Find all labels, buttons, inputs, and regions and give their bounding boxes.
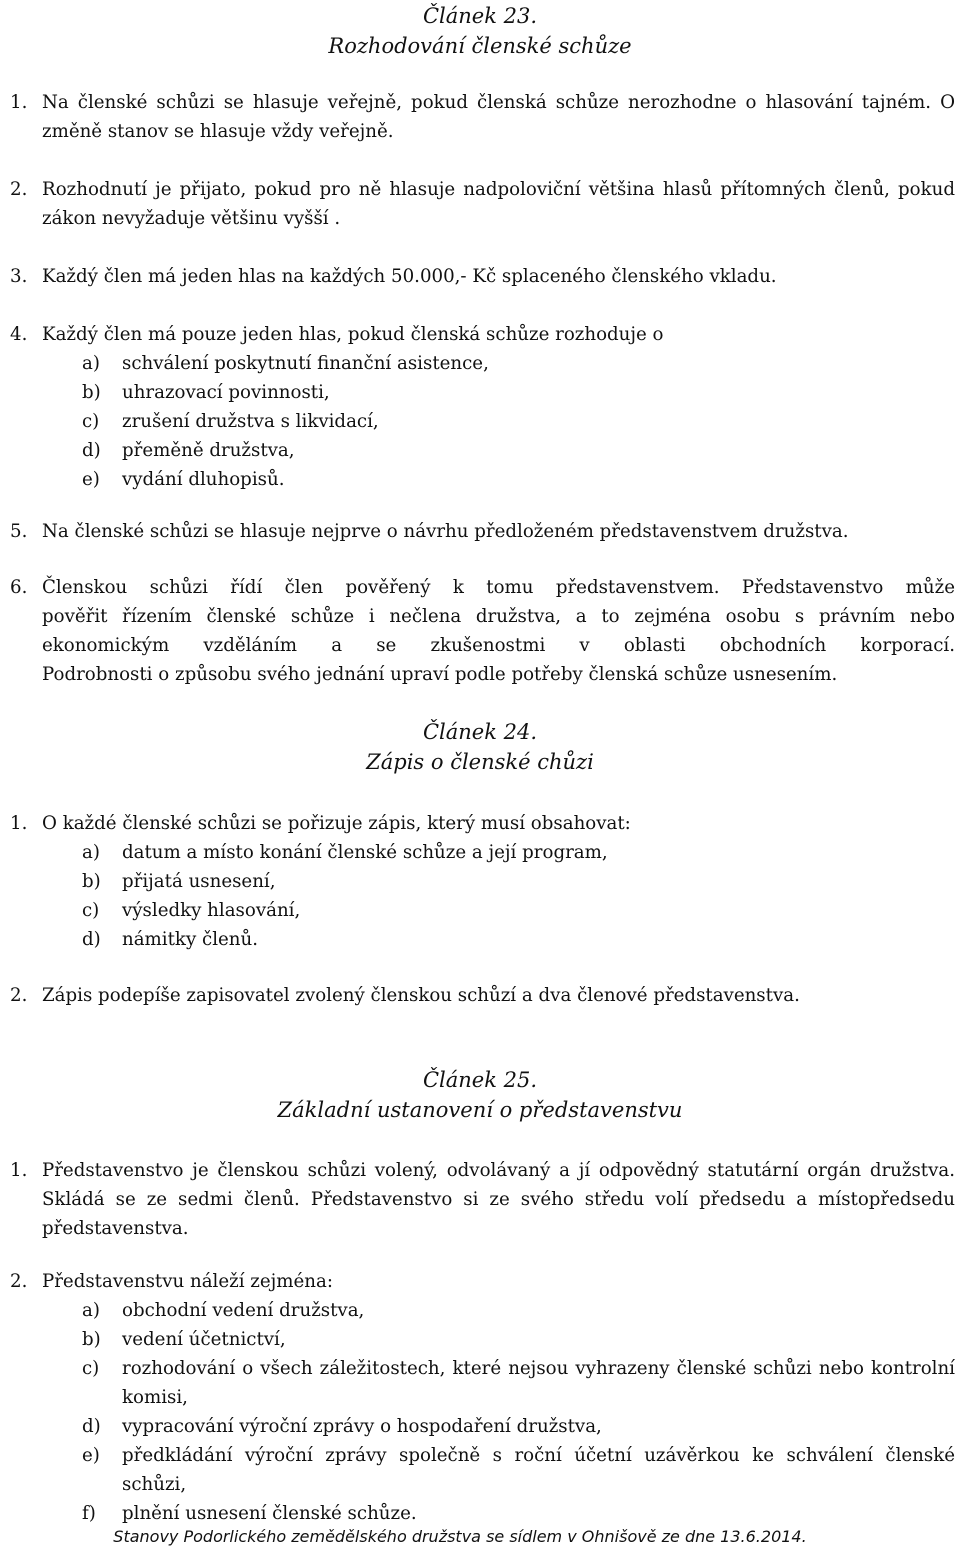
list-item-text: vydání dluhopisů. [122,469,285,490]
list-item-text: předkládání výroční zprávy společně s roční účetní uzávěrkou ke schválení členské schůzi, [122,1445,955,1495]
list-item [82,1412,955,1441]
paragraph-number: 3. [10,266,28,287]
list-item-text: vedení účetnictví, [122,1329,286,1350]
list-item [82,1296,955,1325]
list-item-label: b) [82,382,101,403]
text-line: ekonomickým vzděláním a se zkušenostmi v oblasti obchodních korporací. [42,635,955,656]
list-item-label: e) [82,469,100,490]
paragraph-text [42,573,955,689]
article-23-paragraph-3 [10,262,955,291]
paragraph-text: Zápis podepíše zapisovatel zvolený členskou schůzí a dva členové představenstva. [42,985,800,1006]
list-item-text: schválení poskytnutí finanční asistence, [122,353,489,374]
article-24-heading: Článek 24. [422,720,538,744]
paragraph-number: 2. [10,985,28,1006]
list-item-text: výsledky hlasování, [122,900,301,921]
list-item [82,378,955,407]
list-item-label: d) [82,929,101,950]
list-item-text: obchodní vedení družstva, [122,1300,365,1321]
paragraph-text: Představenstvu náleží zejména: [42,1271,333,1292]
list-item [82,436,955,465]
article-24-paragraph-1 [10,809,955,954]
paragraph-number: 1. [10,1160,28,1181]
list-item-text: přijatá usnesení, [122,871,276,892]
article-23-subheading: Rozhodování členské schůze [328,34,632,58]
list-item-label: e) [82,1445,100,1466]
paragraph-text: Rozhodnutí je přijato, pokud pro ně hlasuje nadpoloviční většina hlasů přítomných členů, pokud zákon nevyžaduje většinu vyšší . [42,179,955,229]
list-item-label: c) [82,900,100,921]
list-item-text: rozhodování o všech záležitostech, které nejsou vyhrazeny členské schůzi nebo kontrolní komisi, [122,1358,955,1408]
list-item [82,465,955,494]
list-item [82,1354,955,1412]
list-item-label: b) [82,1329,101,1350]
paragraph-text: Představenstvo je členskou schůzi volený, odvolávaný a jí odpovědný statutární orgán družstva. Skládá se ze sedmi členů. Představenstvo si ze svého středu volí předsedu a místopředsedu představenstva. [42,1160,955,1239]
list-item-text: námitky členů. [122,929,258,950]
list-item-label: c) [82,411,100,432]
paragraph-number: 5. [10,521,28,542]
text-line: pověřit řízením členské schůze i nečlena družstva, a to zejména osobu s právním nebo [42,606,955,627]
paragraph-number: 1. [10,813,28,834]
paragraph-number: 6. [10,577,28,598]
list-item-label: c) [82,1358,100,1379]
text-line: Podrobnosti o způsobu svého jednání upraví podle potřeby členská schůze usnesením. [42,664,838,685]
article-23-paragraph-5 [10,517,955,546]
list-item-label: d) [82,440,101,461]
paragraph-text: Každý člen má pouze jeden hlas, pokud členská schůze rozhoduje o [42,324,664,345]
text-line: Členskou schůzi řídí člen pověřený k tomu představenstvem. Představenstvo může [42,577,955,598]
paragraph-number: 4. [10,324,28,345]
list-item [82,407,955,436]
article-25-paragraph-2 [10,1267,955,1528]
list-item-text: plnění usnesení členské schůze. [122,1503,417,1524]
article-24-paragraph-2 [10,981,955,1010]
paragraph-number: 1. [10,92,28,113]
document-footer: Stanovy Podorlického zemědělského družstva se sídlem v Ohnišově ze dne 13.6.2014. [113,1527,807,1546]
list-item-text: uhrazovací povinnosti, [122,382,330,403]
paragraph-number: 2. [10,1271,28,1292]
article-25-heading: Článek 25. [422,1068,538,1092]
article-25-subheading: Základní ustanovení o představenstvu [277,1098,683,1122]
sub-item-list [10,1296,955,1528]
list-item-label: a) [82,353,100,374]
list-item [82,867,955,896]
paragraph-text: Na členské schůzi se hlasuje veřejně, pokud členská schůze nerozhodne o hlasování tajném. O změně stanov se hlasuje vždy veřejně. [42,92,955,142]
article-23-heading: Článek 23. [422,4,538,28]
paragraph-text: Na členské schůzi se hlasuje nejprve o návrhu předloženém představenstvem družstva. [42,521,849,542]
article-23-paragraph-1 [10,88,955,146]
article-24-subheading: Zápis o členské chůzi [366,750,594,774]
paragraph-text: Každý člen má jeden hlas na každých 50.000,- Kč splaceného členského vkladu. [42,266,777,287]
list-item-text: zrušení družstva s likvidací, [122,411,379,432]
article-23-paragraph-2 [10,175,955,233]
list-item-text: přeměně družstva, [122,440,295,461]
sub-item-list [10,349,955,494]
list-item [82,1499,955,1528]
list-item [82,896,955,925]
article-23-paragraph-6 [10,573,955,689]
list-item-label: f) [82,1503,96,1524]
article-25-paragraph-1 [10,1156,955,1243]
sub-item-list [10,838,955,954]
list-item-label: b) [82,871,101,892]
paragraph-number: 2. [10,179,28,200]
list-item [82,838,955,867]
list-item-label: d) [82,1416,101,1437]
list-item [82,1325,955,1354]
list-item [82,1441,955,1499]
paragraph-text: O každé členské schůzi se pořizuje zápis, který musí obsahovat: [42,813,631,834]
article-23-paragraph-4 [10,320,955,494]
list-item-text: vypracování výroční zprávy o hospodaření družstva, [122,1416,602,1437]
list-item-label: a) [82,1300,100,1321]
list-item [82,349,955,378]
list-item [82,925,955,954]
list-item-label: a) [82,842,100,863]
list-item-text: datum a místo konání členské schůze a její program, [122,842,608,863]
